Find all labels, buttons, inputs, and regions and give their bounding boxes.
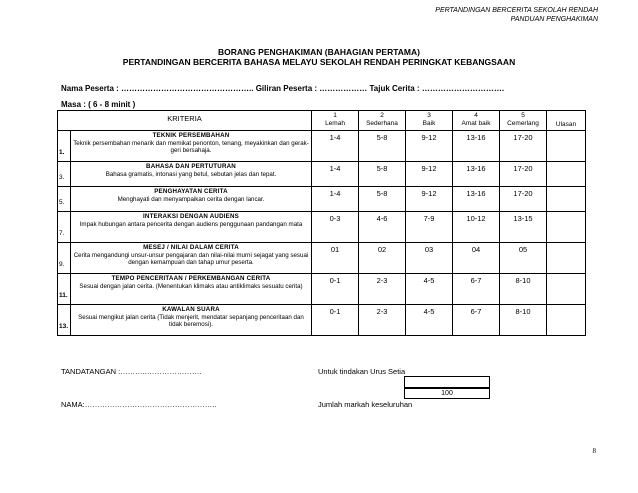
- criterion-name: KAWALAN SUARA: [162, 306, 220, 313]
- criterion-description: Teknik persembahan menarik dan memikat penonton, tenang, meyakinkan dan gerak-geri bersahaja.: [73, 139, 309, 154]
- level-label: Sederhana: [366, 120, 398, 127]
- table-row: [58, 212, 586, 243]
- score-range: 1-4: [312, 131, 359, 162]
- criterion-cell: [71, 131, 312, 162]
- level-header: [359, 111, 406, 131]
- score-range: 17-20: [500, 131, 547, 162]
- running-header-line2: PANDUAN PENGHAKIMAN: [510, 16, 598, 23]
- level-label: Baik: [422, 120, 436, 127]
- score-range: 0-1: [312, 305, 359, 336]
- ulasan-header: Ulasan: [547, 111, 586, 131]
- criterion-name: PENGHAYATAN CERITA: [154, 188, 228, 195]
- score-range: 4-6: [359, 212, 406, 243]
- level-label: Lemah: [325, 120, 345, 127]
- row-number: 5.: [58, 187, 71, 212]
- score-range: 4-5: [406, 305, 453, 336]
- score-range: 13-16: [453, 162, 500, 187]
- criterion-description: Sesuai dengan jalan cerita. (Menentukan klimaks atau antiklimaks sesuatu cerita): [79, 282, 303, 290]
- score-range: 03: [406, 243, 453, 274]
- ulasan-cell[interactable]: [547, 212, 586, 243]
- score-range: 0-3: [312, 212, 359, 243]
- row-number: 11.: [58, 274, 71, 305]
- participant-info-line: Nama Peserta : ………………………………………….. Giliran Peserta : ……………… Tajuk Cerita : ………………………….: [61, 84, 505, 93]
- criterion-cell: [71, 187, 312, 212]
- score-range: 9-12: [406, 131, 453, 162]
- level-number: 5: [521, 112, 525, 119]
- score-range: 2-3: [359, 305, 406, 336]
- criterion-description: Bahasa gramatis, intonasi yang betul, sebutan jelas dan tepat.: [105, 170, 277, 178]
- level-header: [406, 111, 453, 131]
- row-number: 1.: [58, 131, 71, 162]
- criterion-cell: [71, 274, 312, 305]
- score-range: 6-7: [453, 305, 500, 336]
- criterion-name: TEMPO PENCERITAAN / PERKEMBANGAN CERITA: [111, 275, 271, 282]
- criteria-header: KRITERIA: [58, 111, 312, 131]
- level-number: 1: [333, 112, 337, 119]
- criterion-name: INTERAKSI DENGAN AUDIENS: [142, 213, 239, 220]
- table-row: [58, 131, 586, 162]
- criterion-cell: [71, 162, 312, 187]
- score-range: 17-20: [500, 187, 547, 212]
- score-range: 9-12: [406, 162, 453, 187]
- score-range: 5-8: [359, 131, 406, 162]
- score-range: 8-10: [500, 305, 547, 336]
- table-row: [58, 162, 586, 187]
- score-range: 13-15: [500, 212, 547, 243]
- score-range: 13-16: [453, 187, 500, 212]
- score-range: 05: [500, 243, 547, 274]
- criterion-cell: [71, 212, 312, 243]
- name-line: NAMA:……………………………………………..: [61, 400, 217, 409]
- row-number: 9.: [58, 243, 71, 274]
- ulasan-cell[interactable]: [547, 305, 586, 336]
- criterion-description: Impak hubungan antara pencerita dengan audiens penggunaan pandangan mata: [79, 220, 303, 228]
- form-title: BORANG PENGHAKIMAN (BAHAGIAN PERTAMA): [218, 47, 420, 57]
- score-range: 7-9: [406, 212, 453, 243]
- ulasan-cell[interactable]: [547, 274, 586, 305]
- table-row: [58, 305, 586, 336]
- criterion-name: BAHASA DAN PERTUTURAN: [146, 163, 236, 170]
- total-marks-label: Jumlah markah keseluruhan: [318, 400, 413, 409]
- duration-line: Masa : ( 6 - 8 minit ): [61, 100, 136, 109]
- score-range: 17-20: [500, 162, 547, 187]
- level-number: 3: [427, 112, 431, 119]
- level-number: 4: [474, 112, 478, 119]
- form-subtitle: PERTANDINGAN BERCERITA BAHASA MELAYU SEKOLAH RENDAH PERINGKAT KEBANGSAAN: [122, 57, 516, 67]
- score-range: 1-4: [312, 162, 359, 187]
- urus-setia-box[interactable]: [404, 376, 490, 388]
- score-range: 4-5: [406, 274, 453, 305]
- score-range: 1-4: [312, 187, 359, 212]
- score-range: 02: [359, 243, 406, 274]
- ulasan-cell[interactable]: [547, 187, 586, 212]
- level-header: [453, 111, 500, 131]
- score-range: 6-7: [453, 274, 500, 305]
- score-range: 13-16: [453, 131, 500, 162]
- score-range: 0-1: [312, 274, 359, 305]
- page-number: 8: [592, 447, 596, 455]
- criterion-cell: [71, 305, 312, 336]
- criterion-description: Menghayati dan menyampaikan cerita dengan lancar.: [117, 195, 265, 203]
- signature-line: TANDATANGAN :………..………………….: [61, 367, 202, 376]
- score-range: 04: [453, 243, 500, 274]
- row-number: 7.: [58, 212, 71, 243]
- criterion-cell: [71, 243, 312, 274]
- row-number: 13.: [58, 305, 71, 336]
- score-range: 5-8: [359, 187, 406, 212]
- level-number: 2: [380, 112, 384, 119]
- criterion-description: Sesuai mengikut jalan cerita (Tidak menjerit, mendatar sepanjang penceritaan dan tidak beremosi).: [78, 313, 304, 328]
- level-header: [312, 111, 359, 131]
- level-label: Amat baik: [461, 120, 491, 127]
- level-header: [500, 111, 547, 131]
- urus-setia-label: Untuk tindakan Urus Setia: [318, 367, 406, 376]
- judging-table: [57, 110, 586, 336]
- score-range: 8-10: [500, 274, 547, 305]
- score-range: 9-12: [406, 187, 453, 212]
- running-header-line1: PERTANDINGAN BERCERITA SEKOLAH RENDAH: [435, 7, 598, 14]
- row-number: 3.: [58, 162, 71, 187]
- criterion-description: Cerita mengandungi unsur-unsur pengajaran dan nilai-nilai murni sejagat yang sesuai dengan kemampuan dan tahap umur peserta.: [73, 251, 309, 266]
- total-marks-box: 100: [404, 388, 490, 399]
- table-row: [58, 243, 586, 274]
- criterion-name: MESEJ / NILAI DALAM CERITA: [143, 244, 239, 251]
- level-label: Cemerlang: [507, 120, 539, 127]
- ulasan-cell[interactable]: [547, 162, 586, 187]
- table-header-row: [58, 111, 586, 131]
- criterion-name: TEKNIK PERSEMBAHAN: [152, 132, 230, 139]
- score-range: 5-8: [359, 162, 406, 187]
- score-range: 10-12: [453, 212, 500, 243]
- ulasan-cell[interactable]: [547, 131, 586, 162]
- table-row: [58, 274, 586, 305]
- score-range: 01: [312, 243, 359, 274]
- table-row: [58, 187, 586, 212]
- score-range: 2-3: [359, 274, 406, 305]
- ulasan-cell[interactable]: [547, 243, 586, 274]
